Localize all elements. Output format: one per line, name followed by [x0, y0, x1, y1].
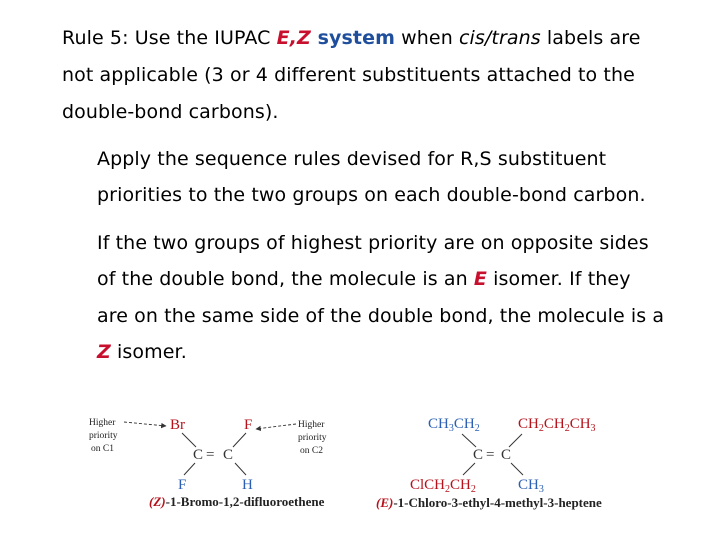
f-bottom-atom: F [178, 477, 187, 493]
cis-trans-label: cis/trans [458, 27, 541, 49]
labels-are-text: labels are [540, 27, 641, 49]
double-bond: = [486, 447, 495, 463]
tl-group: $CH_3CH_2$ [428, 416, 480, 434]
bond-f-c [233, 433, 246, 447]
left-structure [89, 417, 329, 509]
bond-bl [463, 463, 475, 475]
h-atom: H [242, 477, 253, 493]
rule-5-line-2: not applicable (3 or 4 different substituents attached to the [62, 64, 635, 86]
sub-point-1-line-1: Apply the sequence rules devised for R,S substituent [97, 148, 607, 170]
sub-point-1-line-2: priorities to the two groups on each double-bond carbon. [97, 184, 646, 206]
sub-point-2-line-4 [97, 341, 187, 363]
bond-br [511, 463, 523, 475]
sub-point-2-line-3: are on the same side of the double bond, the molecule is a [97, 305, 665, 327]
sub-point-2-line-1: If the two groups of highest priority are on opposite sides [97, 232, 649, 254]
line-text: isomer. If they [487, 268, 631, 290]
bond-tl [462, 434, 476, 447]
rule-5-line-1 [62, 27, 641, 49]
line-text: isomer. [110, 341, 187, 363]
e-isomer-label: E [473, 268, 487, 290]
higher-priority-c1-label: Higher priority on C1 [89, 418, 118, 454]
sub-point-2-line-2 [97, 268, 631, 290]
system-label: system [310, 27, 395, 49]
carbon-2: C [223, 447, 234, 463]
ez-label: E,Z [276, 27, 311, 49]
carbon-1: C [193, 447, 204, 463]
rule-5-line-3: double-bond carbons). [62, 101, 279, 123]
bond-c-h [235, 463, 246, 475]
arrow-c1 [124, 422, 166, 426]
bond-tr [509, 434, 522, 447]
double-bond: = [206, 447, 215, 463]
br-atom: Br [170, 417, 185, 433]
higher-priority-c2-label: Higher priority on C2 [298, 420, 327, 456]
bond-br-c [182, 433, 196, 447]
bond-c-f [184, 463, 195, 475]
right-compound-name: (E)-1-Chloro-3-ethyl-4-methyl-3-heptene [376, 495, 602, 510]
bl-group: $ClCH_2CH_2$ [410, 477, 476, 495]
carbon-3: C [473, 447, 484, 463]
rule-prefix: Rule 5: Use the IUPAC [62, 27, 277, 49]
arrow-c2 [256, 424, 296, 429]
line-text: of the double bond, the molecule is an [97, 268, 474, 290]
f-top-atom: F [244, 417, 253, 433]
br-group: $CH_3$ [518, 477, 544, 495]
z-isomer-label: Z [97, 341, 111, 363]
when-text: when [394, 27, 459, 49]
right-structure [376, 416, 602, 510]
isomer-figures [0, 395, 720, 525]
left-compound-name: (Z)-1-Bromo-1,2-difluoroethene [149, 494, 325, 509]
carbon-4: C [501, 447, 512, 463]
tr-group: $CH_2CH_2CH_3$ [518, 416, 596, 434]
